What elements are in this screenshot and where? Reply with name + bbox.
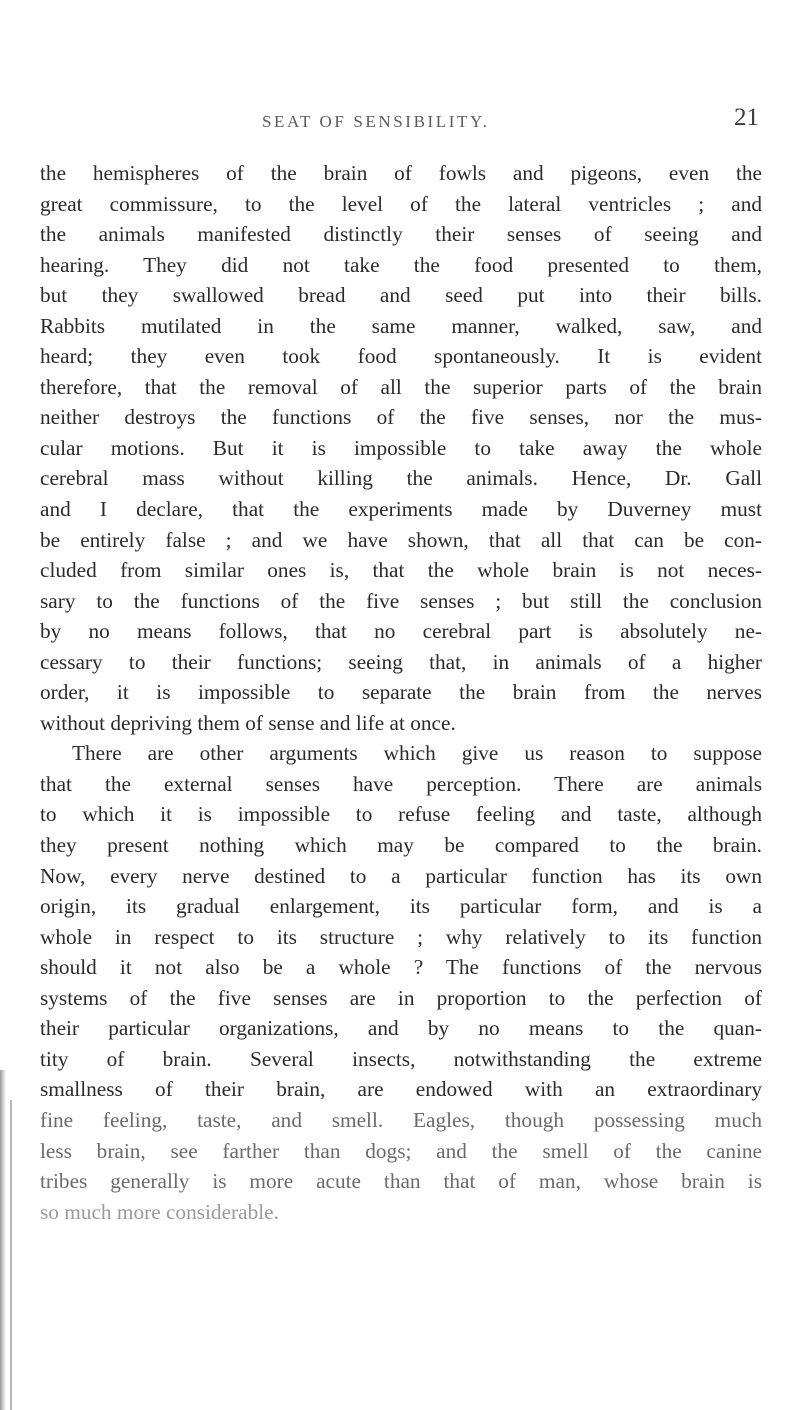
text-line: systems of the five senses are in proportion to the perfection of [40,985,762,1010]
text-line: and I declare, that the experiments made by Duverney must [40,497,762,522]
text-line: neither destroys the functions of the five senses, nor the mus- [40,405,762,430]
page-edge-shadow [0,1070,6,1410]
text-line: that the external senses have perception. There are animals [40,771,762,796]
text-line: tribes generally is more acute than that of man, whose brain is [40,1169,762,1194]
text-line: There are other arguments which give us reason to suppose [72,741,762,766]
text-line: should it not also be a whole ? The functions of the nervous [40,955,762,980]
text-line: order, it is impossible to separate the brain from the nerves [40,680,762,705]
text-line: smallness of their brain, are endowed with an extraordinary [40,1077,762,1102]
text-line: heard; they even took food spontaneously. It is evident [40,344,762,369]
page-number: 21 [734,104,759,131]
text-line: the hemispheres of the brain of fowls and pigeons, even the [40,161,762,185]
text-line: great commissure, to the level of the lateral ventricles ; and [40,191,762,216]
text-line: without depriving them of sense and life at once. [40,710,456,735]
text-line: they present nothing which may be compared to the brain. [40,833,762,858]
text-line: therefore, that the removal of all the superior parts of the brain [40,374,762,399]
text-line: the animals manifested distinctly their senses of seeing and [40,222,762,247]
text-line: to which it is impossible to refuse feeling and taste, although [40,802,762,827]
text-line: cluded from similar ones is, that the whole brain is not neces- [40,558,762,583]
text-line: but they swallowed bread and seed put into their bills. [40,283,762,308]
page-edge-line [10,1100,12,1410]
text-line: whole in respect to its structure ; why relatively to its function [40,924,762,949]
text-line: fine feeling, taste, and smell. Eagles, though possessing much [40,1107,762,1132]
text-line: hearing. They did not take the food presented to them, [40,252,762,277]
text-line: cular motions. But it is impossible to take away the whole [40,435,762,460]
running-head [0,104,800,140]
text-line: by no means follows, that no cerebral part is absolutely ne- [40,619,762,644]
running-title: SEAT OF SENSIBILITY. [262,112,490,131]
body-text [40,158,762,1227]
text-line: cessary to their functions; seeing that, in animals of a higher [40,649,762,674]
text-line: so much more considerable. [40,1199,279,1224]
text-line: be entirely false ; and we have shown, that all that can be con- [40,527,762,552]
text-line: origin, its gradual enlargement, its particular form, and is a [40,894,762,919]
text-line: Rabbits mutilated in the same manner, walked, saw, and [40,313,762,338]
text-line: tity of brain. Several insects, notwithstanding the extreme [40,1046,762,1071]
text-line: less brain, see farther than dogs; and the smell of the canine [40,1138,762,1163]
text-line: their particular organizations, and by no means to the quan- [40,1016,762,1041]
text-line: Now, every nerve destined to a particular function has its own [40,863,762,888]
text-line: cerebral mass without killing the animals. Hence, Dr. Gall [40,466,762,491]
text-line: sary to the functions of the five senses ; but still the conclusion [40,588,762,613]
